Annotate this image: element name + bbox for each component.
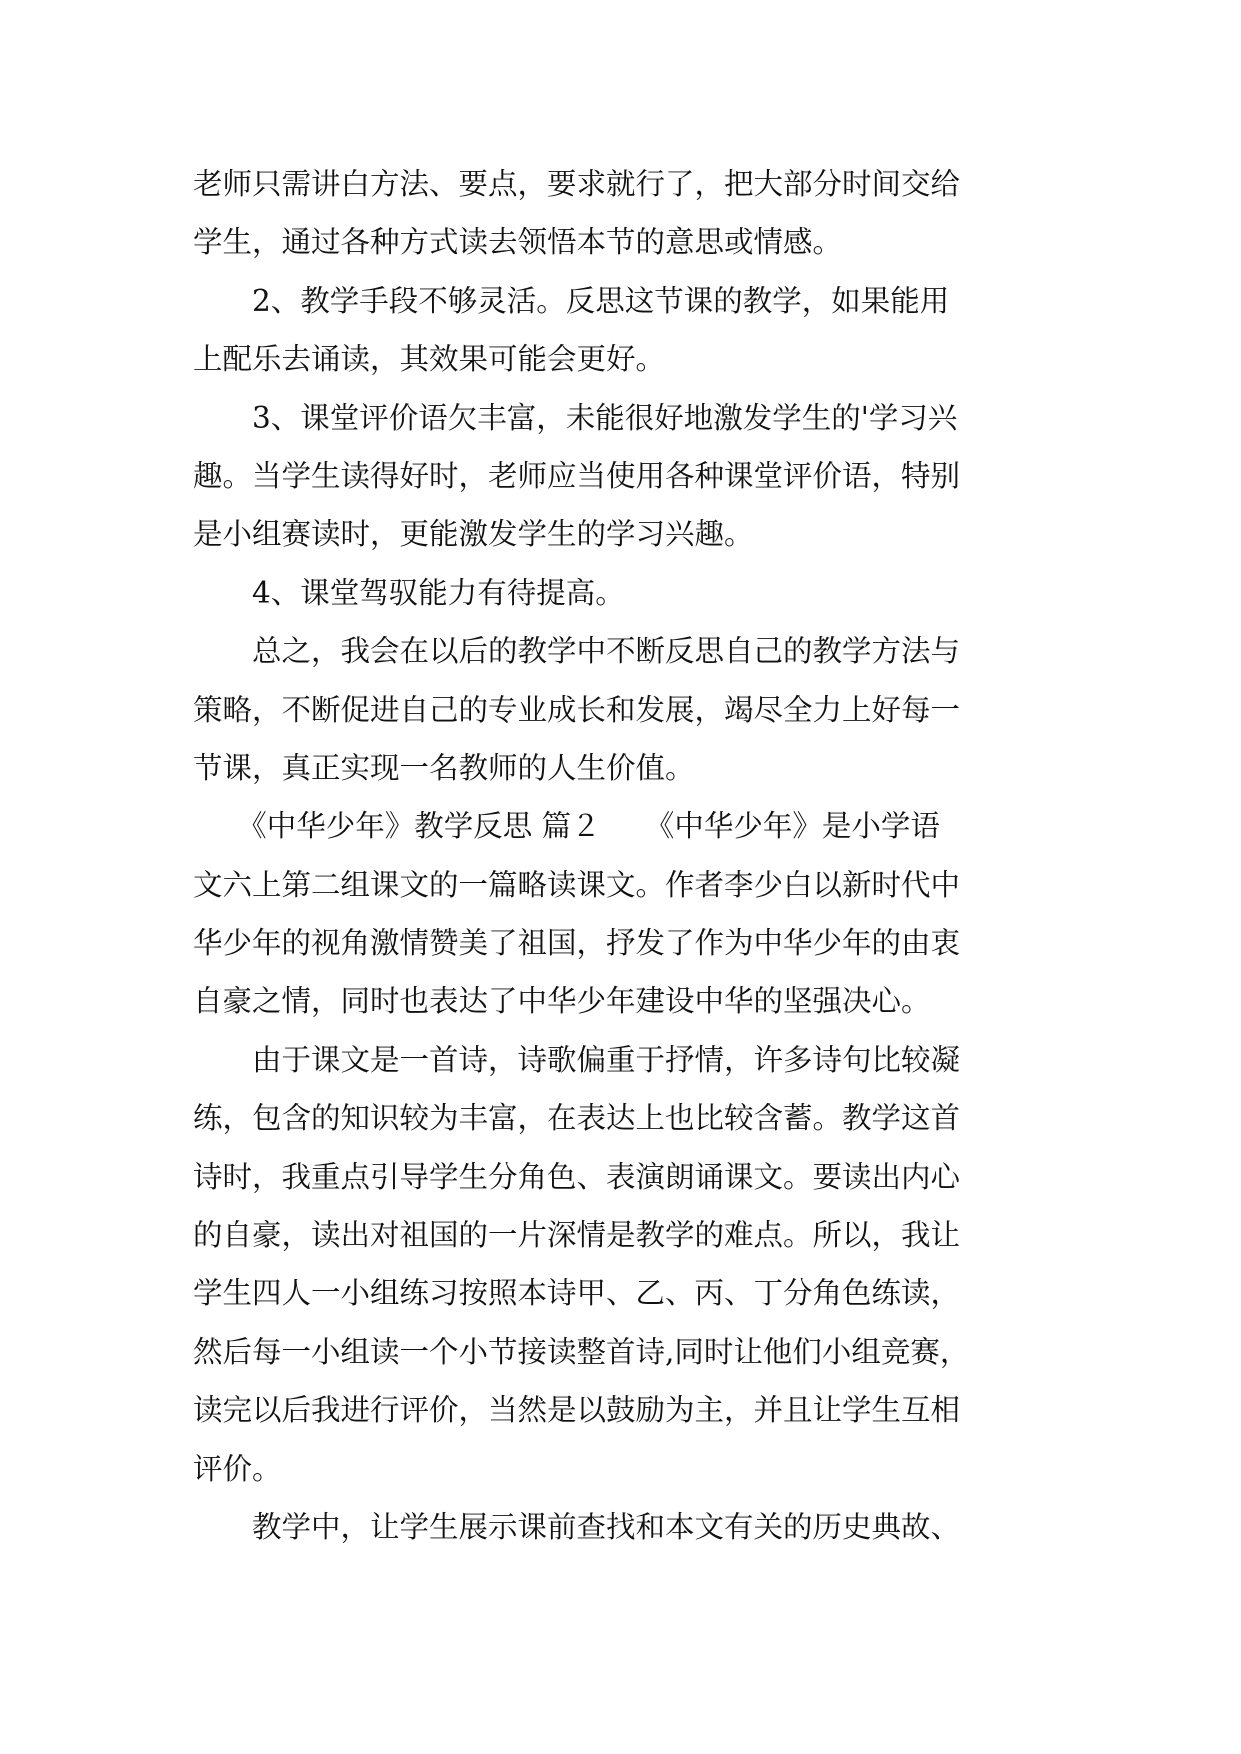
text-line: 读完以后我进行评价，当然是以鼓励为主，并且让学生互相 (193, 1393, 961, 1428)
text-line: 自豪之情，同时也表达了中华少年建设中华的坚强决心。 (193, 984, 931, 1019)
text-line: 练，包含的知识较为丰富，在表达上也比较含蓄。教学这首 (193, 1101, 961, 1136)
text-line: 教学中，让学生展示课前查找和本文有关的历史典故、 (193, 1509, 961, 1544)
text-line: 4、课堂驾驭能力有待提高。 (193, 575, 625, 610)
text-line: 趣。当学生读得好时，老师应当使用各种课堂评价语，特别 (193, 458, 961, 493)
text-line: 华少年的视角激情赞美了祖国，抒发了作为中华少年的由衷 (193, 926, 961, 961)
text-line: 老师只需讲白方法、要点，要求就行了，把大部分时间交给 (193, 167, 961, 201)
text-line: 学生，通过各种方式读去领悟本节的意思或情感。 (193, 225, 843, 260)
text-line: 2、教学手段不够灵活。反思这节课的教学，如果能用 (193, 283, 950, 318)
text-line: 评价。 (193, 1451, 282, 1486)
text-line: 3、课堂评价语欠丰富，未能很好地激发学生的'学习兴 (193, 400, 958, 435)
text-line: 然后每一小组读一个小节接读整首诗,同时让他们小组竞赛， (193, 1334, 970, 1369)
text-line: 策略，不断促进自己的专业成长和发展，竭尽全力上好每一 (193, 692, 961, 727)
body-text (193, 155, 1053, 1556)
text-line: 的自豪，读出对祖国的一片深情是教学的难点。所以，我让 (193, 1218, 961, 1253)
text-line: 《中华少年》教学反思 篇２ 《中华少年》是小学语 (193, 809, 940, 844)
text-line: 文六上第二组课文的一篇略读课文。作者李少白以新时代中 (193, 867, 961, 902)
text-line: 由于课文是一首诗，诗歌偏重于抒情，许多诗句比较凝 (193, 1042, 961, 1077)
text-line: 学生四人一小组练习按照本诗甲、乙、丙、丁分角色练读， (193, 1276, 961, 1311)
text-line: 上配乐去诵读，其效果可能会更好。 (193, 342, 666, 377)
text-line: 节课，真正实现一名教师的人生价值。 (193, 750, 695, 785)
text-line: 是小组赛读时，更能激发学生的学习兴趣。 (193, 517, 754, 552)
text-line: 诗时，我重点引导学生分角色、表演朗诵课文。要读出内心 (193, 1159, 961, 1194)
text-line: 总之，我会在以后的教学中不断反思自己的教学方法与 (193, 634, 961, 669)
